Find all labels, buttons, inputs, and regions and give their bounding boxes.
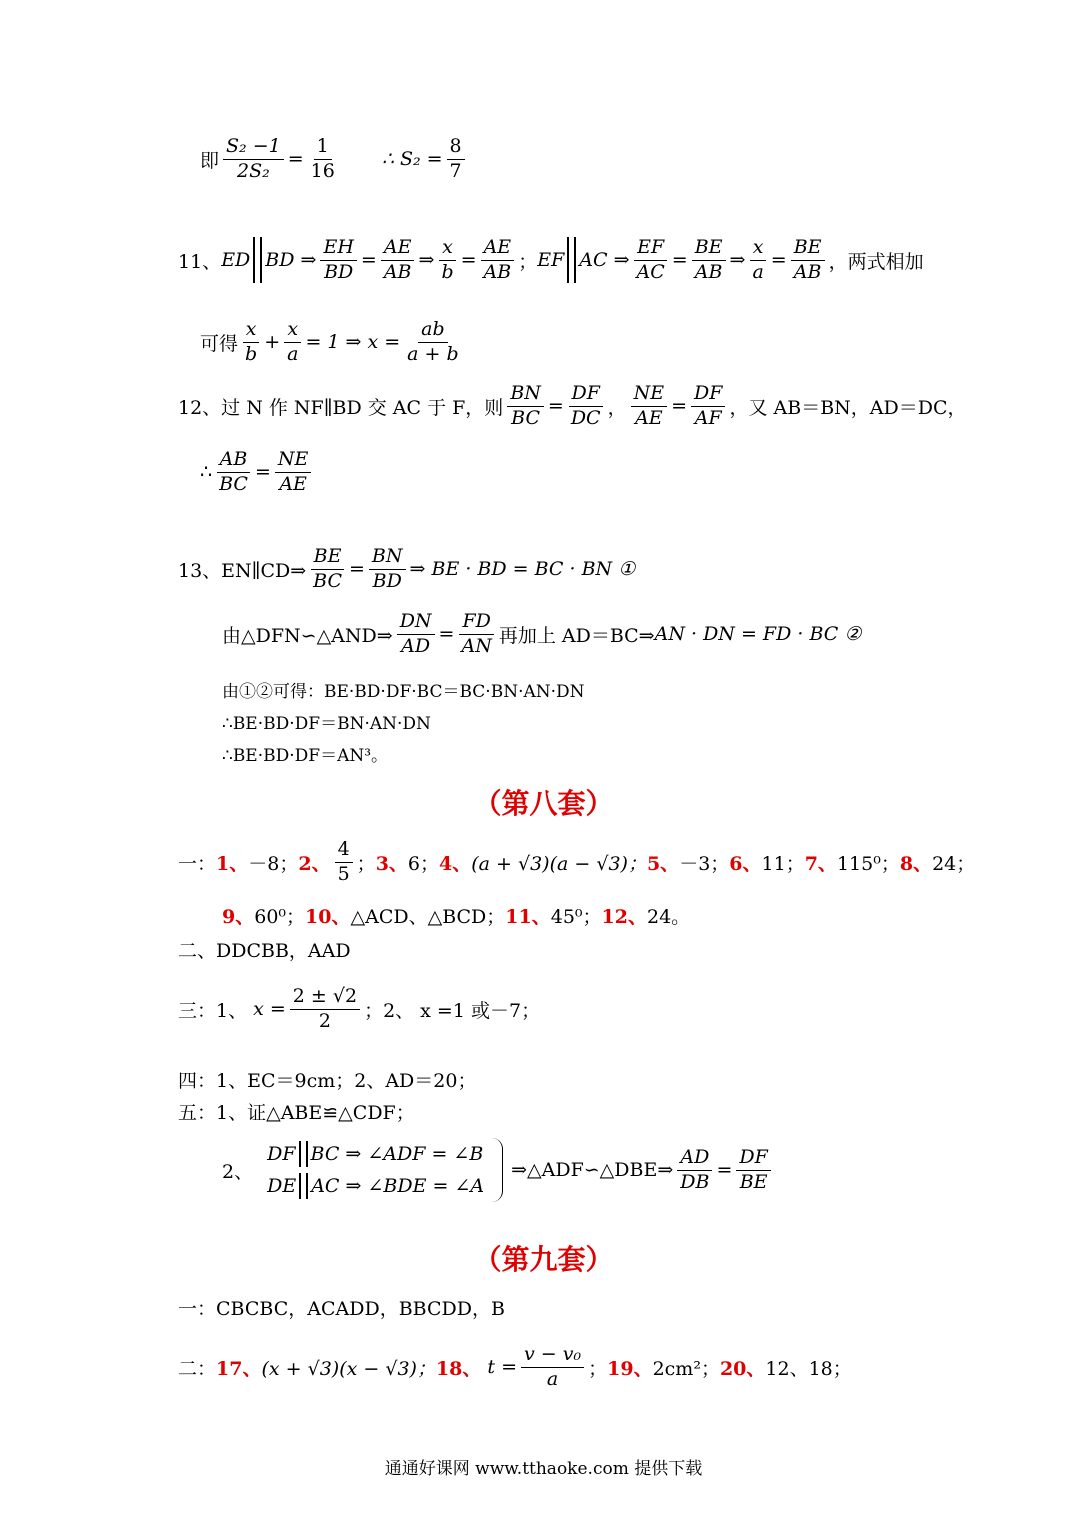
fraction: $\frac{DN}{AD}$ [397,610,435,659]
problem-12-line2: ∴ $\frac{AB}{BC}$ = $\frac{NE}{AE}$ [200,448,315,497]
problem-12-line1: 12、过 N 作 NF∥BD 交 AC 于 F，则 $\frac{BN}{BC}$ = $\frac{DF}{DC}$ ， $\frac{NE}{AE}$ = $\frac{DF}{AF}$ ，又 AB＝BN，AD＝DC， [178,382,967,429]
set8-part1-line1: 一： 1、 －8； 2、 4 5 ； 3、 6； 4、 (a + √3)(a − √3)； 5、 －3； 6、 11； 7、 115⁰； 8、 24； [178,838,976,885]
parallel-mark [253,237,262,283]
fraction: $\frac{BN}{BD}$ [369,545,406,594]
fraction: $\frac{AD}{DB}$ [677,1146,712,1195]
fraction: $\frac{BE}{AB}$ [692,236,726,285]
set8-part3: 三：1、 x = $\frac{2 \pm √2}{2}$ ；2、 x =1 或－7； [178,985,541,1032]
footer-credit: 通通好课网 www.tthaoke.com 提供下载 [384,1459,703,1479]
problem-13-line3: 由①②可得：BE·BD·DF·BC＝BC·BN·AN·DN [222,682,585,702]
set9-part1: 一：CBCBC，ACADD，BBCDD，B [178,1298,505,1320]
fraction: $\frac{AB}{BC}$ [216,448,251,497]
fraction: 4 5 [335,838,353,887]
fraction: $\frac{\text{v − v₀}}{a}$ [521,1343,584,1392]
problem-11-line1: 11、 ED BD ⇒ $\frac{EH}{BD}$ = $\frac{AE}{AB}$ ⇒ $\frac{x}{b}$ = $\frac{AE}{AB}$ ； EF AC ⇒ $\frac{EF}{AC}$ = $\frac{BE}{AB}$ ⇒ $\frac{x}{a}$ = $\frac{BE}{AB}$ ，两式相加 [178,236,924,283]
problem-13-line1: 13、EN∥CD⇒ $\frac{BE}{BC}$ = $\frac{BN}{BD}$ ⇒ BE · BD = BC · BN ① [178,545,636,592]
fraction: $\frac{DF}{DC}$ [568,382,604,431]
problem-13-line4: ∴BE·BD·DF＝BN·AN·DN [222,714,431,734]
problem-13-line2: 由△DFN∽△AND⇒ $\frac{DN}{AD}$ = $\frac{FD}{AN}$ 再加上 AD＝BC⇒ AN · DN = FD · BC ② [222,610,862,657]
set8-part2: 二、DDCBB，AAD [178,940,351,962]
fraction: $\frac{x}{b}$ [438,236,456,285]
section-title-set9: （第九套） [473,1243,614,1276]
fraction: $\frac{BE}{AB}$ [791,236,825,285]
fraction: $\frac{NE}{AE}$ [631,382,668,431]
parallel-mark [299,1173,308,1199]
fraction: $\frac{DF}{BE}$ [736,1146,770,1195]
set9-part2: 二： 17、 (x + √3)(x − √3)； 18、 t = $\frac{\text{v − v₀}}{a}$ ； 19、 2cm²； 20、 12、18； [178,1343,852,1390]
fraction: $\frac{EF}{AC}$ [634,236,668,285]
problem-11-line2: 可得 x b + $\frac{x}{a}$ = 1 ⇒ x = $\frac{ab}{a + b}$ [200,318,466,367]
problem-13-line5: ∴BE·BD·DF＝AN³。 [222,746,389,766]
fraction: $\frac{\text{S₂ −1}}{\text{2S₂}}$ [223,135,284,184]
system-of-relations: DF BC ⇒ ∠ADF = ∠B DE AC ⇒ ∠BDE = ∠A [267,1138,484,1203]
fraction: $\frac{x}{a}$ [749,236,766,285]
set8-part4: 四：1、EC＝9cm；2、AD＝20； [178,1070,477,1092]
fraction: $\frac{DF}{AF}$ [691,382,725,431]
fraction: $\frac{BN}{BC}$ [507,382,544,431]
fraction: $\frac{BE}{BC}$ [310,545,345,594]
fraction: $\frac{NE}{AE}$ [275,448,312,497]
fraction: $\frac{1}{16}$ [310,135,335,182]
fraction: $\frac{8}{7}$ [447,135,465,184]
fraction: $\frac{FD}{AN}$ [458,610,494,659]
fraction: $\frac{2 \pm √2}{2}$ [290,985,360,1034]
fraction: $\frac{x}{a}$ [284,318,301,367]
parallel-mark [299,1141,308,1167]
fraction: $\frac{AE}{AB}$ [381,236,415,285]
fraction: $\frac{EH}{BD}$ [320,236,356,285]
set8-part5-line1: 五：1、证△ABE≌△CDF； [178,1102,415,1124]
fraction: x b [242,318,260,367]
fraction: $\frac{AE}{AB}$ [481,236,515,285]
brace [492,1138,503,1202]
section-title-set8: （第八套） [473,787,614,820]
set8-part5-line2: 2、 DF BC ⇒ ∠ADF = ∠B DE AC ⇒ ∠BDE = ∠A ⇒△ADF∽△DBE⇒ $\frac{AD}{DB}$ = $\frac{DF}{BE}$ [222,1138,775,1203]
fraction: $\frac{ab}{a + b}$ [407,318,459,365]
parallel-mark [567,237,576,283]
eq-s2-line: 即 $\frac{\text{S₂ −1}}{\text{2S₂}}$ = $\frac{1}{16}$ ∴ S₂ = $\frac{8}{7}$ [200,135,469,184]
set8-part1-line2: 9、 60⁰； 10、 △ACD、△BCD； 11、 45⁰； 12、 24。 [222,906,691,928]
